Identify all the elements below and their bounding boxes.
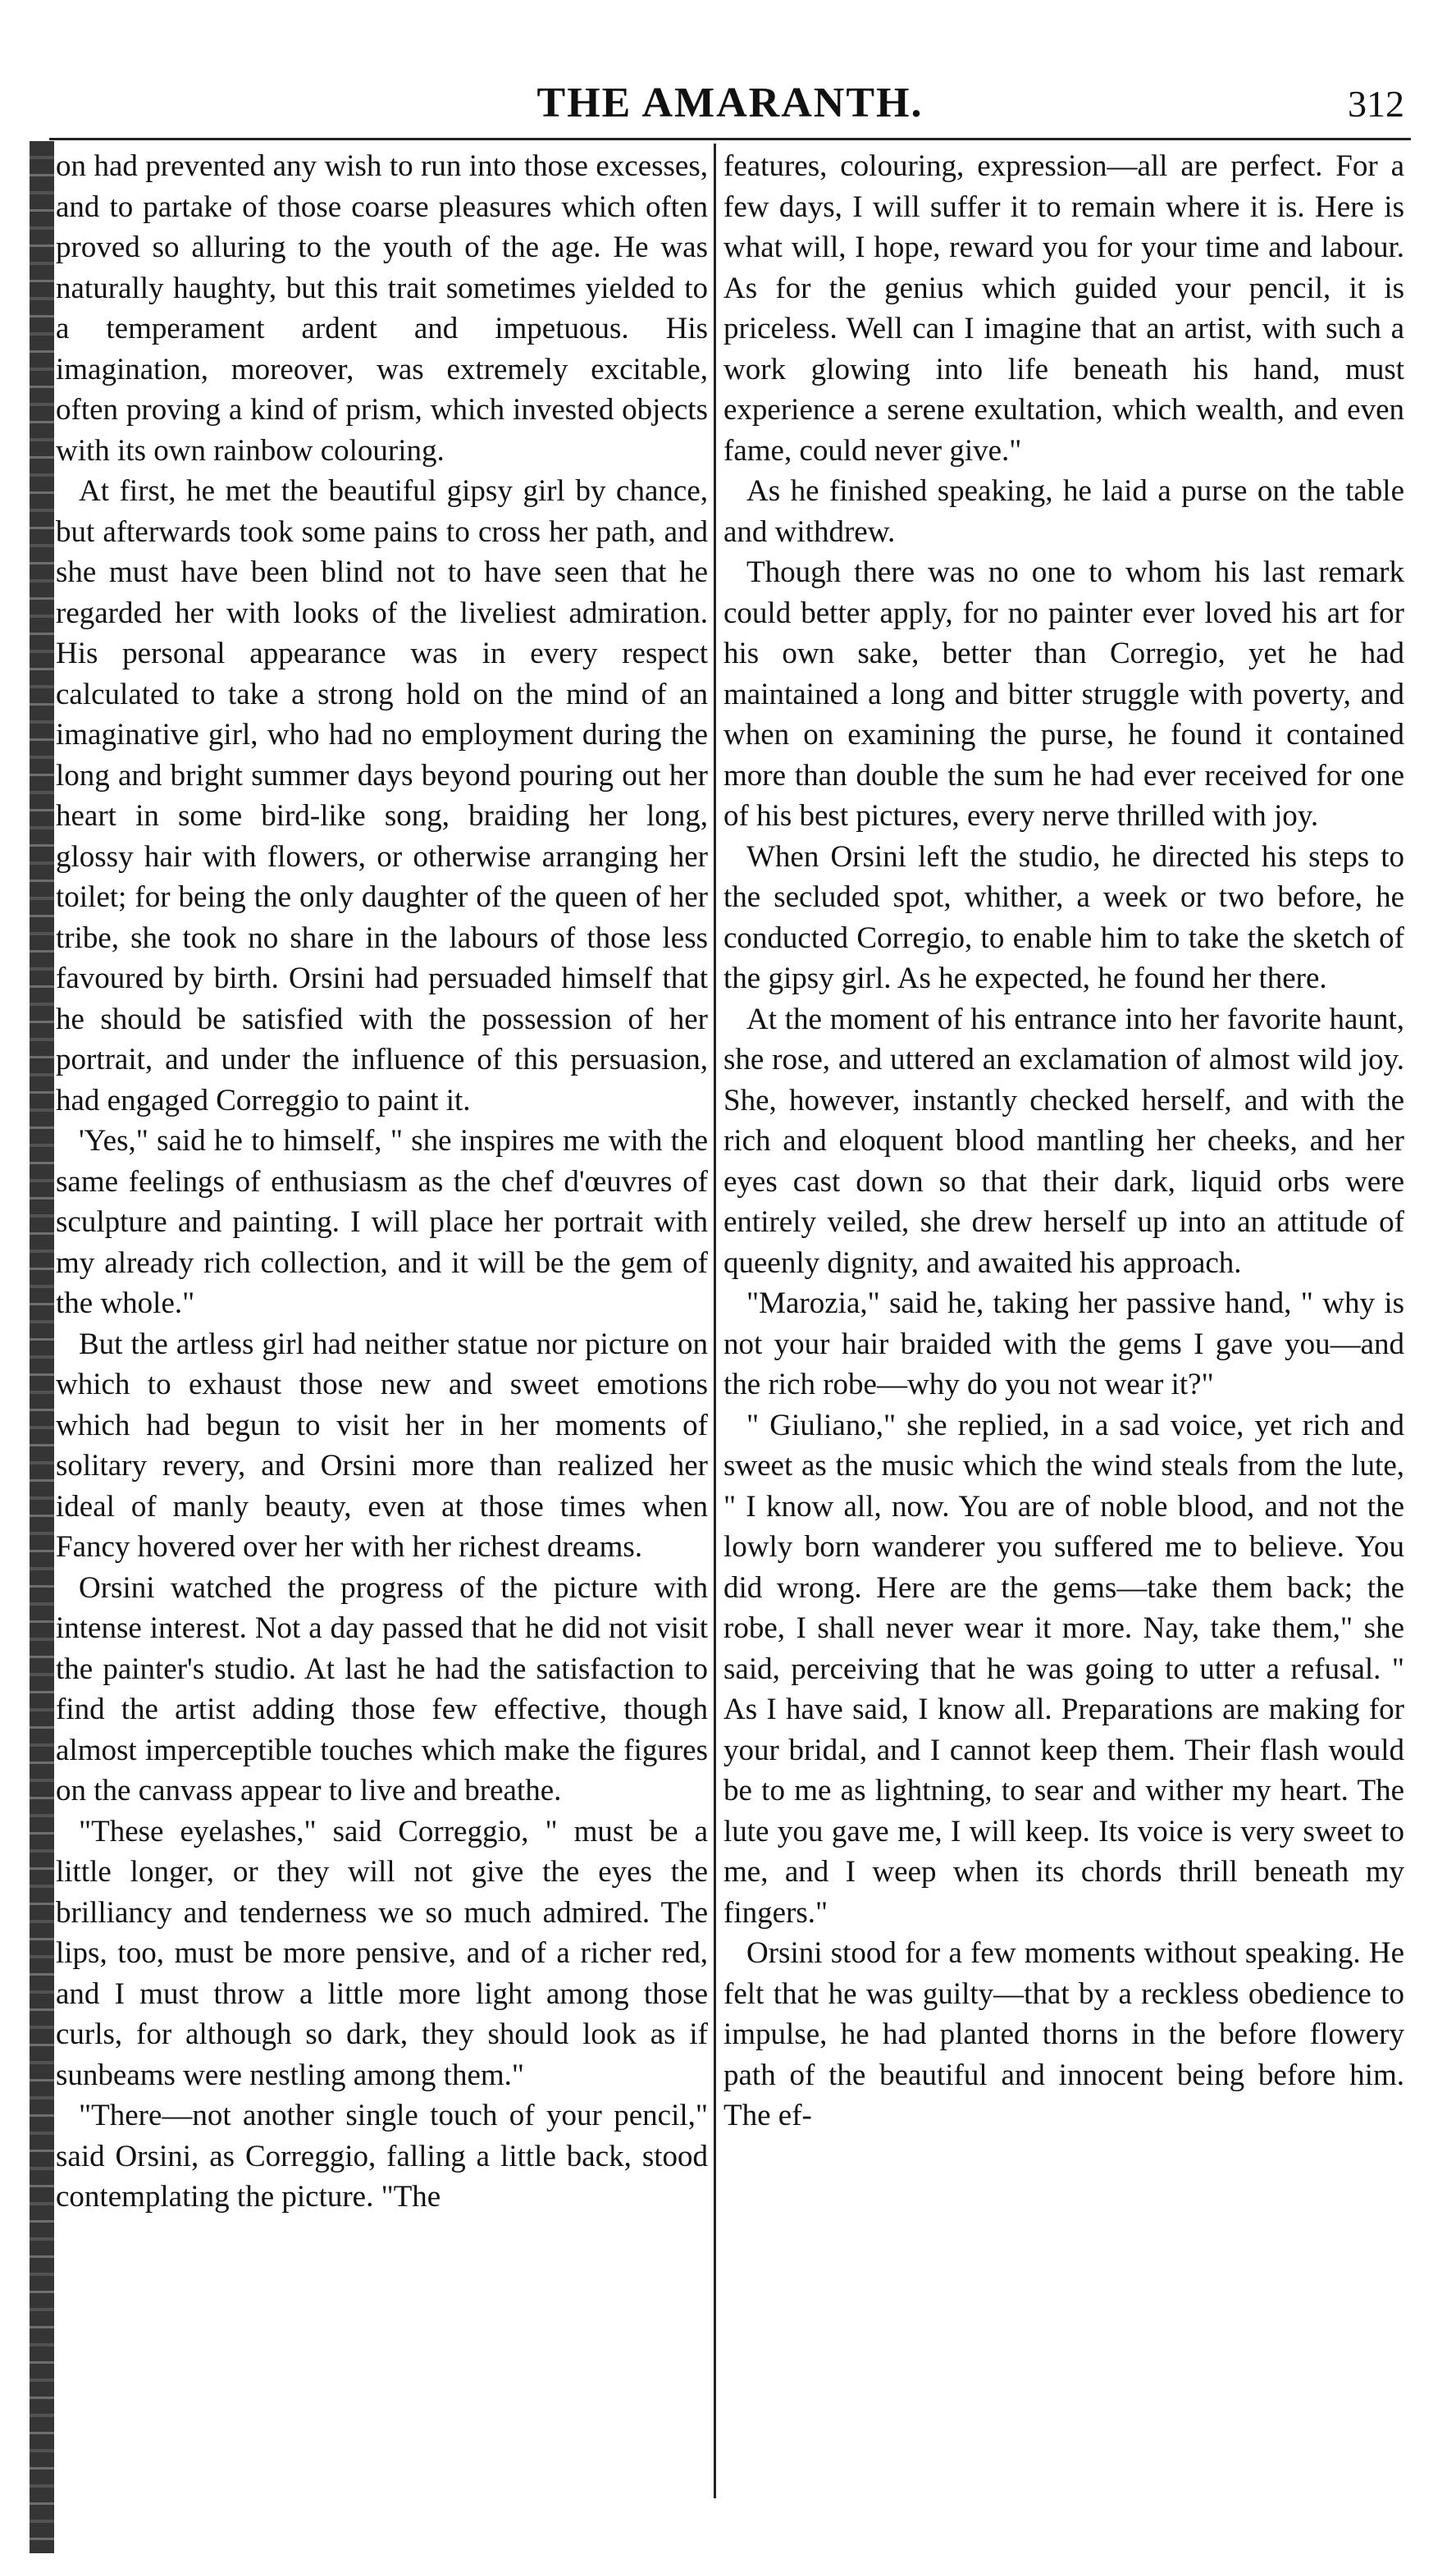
paragraph: When Orsini left the studio, he directed his steps to the secluded spot, whither, a week or two before, he conducted Corregio, to enable him to take the sketch of the gipsy girl. As he expected, he found her there. xyxy=(723,839,1404,995)
paragraph: Orsini watched the progress of the picture with intense interest. Not a day passed that he did not visit the painter's studio. At last he had the satisfaction to find the artist adding those few effective, though almost imperceptible touches which make the figures on the canvass appear to live and breathe. xyxy=(56,1570,708,1807)
header-rule xyxy=(49,138,1411,140)
paragraph: "These eyelashes," said Correggio, " must be a little longer, or they will not give the eyes the brilliancy and tenderness we so much admired. The lips, too, must be more pensive, and of a richer red, and I must throw a little more light among those curls, for although so dark, they should look as if sunbeams were nestling among them." xyxy=(56,1814,708,2092)
paragraph: features, colouring, expression—all are perfect. For a few days, I will suffer it to remain where it is. Here is what will, I hope, reward you for your time and labour. As for the genius which guided your pencil, it is priceless. Well can I imagine that an artist, with such a work glowing into life beneath his hand, must experience a serene exultation, which wealth, and even fame, could never give." xyxy=(723,149,1404,468)
page-number: 312 xyxy=(1348,83,1404,125)
paragraph: " Giuliano," she replied, in a sad voice, yet rich and sweet as the music which the wind steals from the lute, " I know all, now. You are of noble blood, and not the lowly born wanderer you suffered me to believe. You did wrong. Here are the gems—take them back; the robe, I shall never wear it more. Nay, take them," she said, perceiving that he was going to utter a refusal. " As I have said, I know all. Preparations are making for your bridal, and I cannot keep them. Their flash would be to me as lightning, to sear and wither my heart. The lute you gave me, I will keep. Its voice is very sweet to me, and I weep when its chords thrill beneath my fingers." xyxy=(723,1408,1404,1930)
paragraph: on had prevented any wish to run into those excesses, and to partake of those coarse pleasures which often proved so alluring to the youth of the age. He was naturally haughty, but this trait sometimes yielded to a temperament ardent and impetuous. His imagination, moreover, was extremely excitable, often proving a kind of prism, which invested objects with its own rainbow colouring. xyxy=(56,149,708,468)
paragraph: At the moment of his entrance into her favorite haunt, she rose, and uttered an exclamation of almost wild joy. She, however, instantly checked herself, and with the rich and eloquent blood mantling her cheeks, and her eyes cast down so that their dark, liquid orbs were entirely veiled, she drew herself up into an attitude of queenly dignity, and awaited his approach. xyxy=(723,1002,1404,1280)
paragraph: As he finished speaking, he laid a purse on the table and withdrew. xyxy=(723,474,1404,549)
paragraph: At first, he met the beautiful gipsy girl by chance, but afterwards took some pains to cross her path, and she must have been blind not to have seen that he regarded her with looks of the liveliest admiration. His personal appearance was in every respect calculated to take a strong hold on the mind of an imaginative girl, who had no employment during the long and bright summer days beyond pouring out her heart in some bird-like song, braiding her long, glossy hair with flowers, or otherwise arranging her toilet; for being the only daughter of the queen of her tribe, she took no share in the labours of those less favoured by birth. Orsini had persuaded himself that he should be satisfied with the possession of her portrait, and under the influence of this persuasion, had engaged Correggio to paint it. xyxy=(56,474,708,1117)
paragraph: "Marozia," said he, taking her passive hand, " why is not your hair braided with the gems I gave you—and the rich robe—why do you not wear it?" xyxy=(723,1286,1404,1401)
right-column xyxy=(723,146,1404,2501)
paragraph: "There—not another single touch of your pencil," said Orsini, as Correggio, falling a little back, stood contemplating the picture. "The xyxy=(56,2099,708,2214)
column-divider xyxy=(714,144,716,2498)
left-column xyxy=(56,146,708,2501)
binding-edge xyxy=(30,141,54,2553)
paragraph: 'Yes," said he to himself, " she inspires me with the same feelings of enthusiasm as the chef d'œuvres of sculpture and painting. I will place her portrait with my already rich collection, and it will be the gem of the whole." xyxy=(56,1124,708,1320)
paragraph: Though there was no one to whom his last remark could better apply, for no painter ever loved his art for his own sake, better than Corregio, yet he had maintained a long and bitter struggle with poverty, and when on examining the purse, he found it contained more than double the sum he had ever received for one of his best pictures, every nerve thrilled with joy. xyxy=(723,555,1404,833)
journal-title: THE AMARANTH. xyxy=(536,80,924,126)
paragraph: Orsini stood for a few moments without speaking. He felt that he was guilty—that by a reckless obedience to impulse, he had planted thorns in the before flowery path of the beautiful and innocent being before him. The ef- xyxy=(723,1936,1404,2132)
running-header xyxy=(49,79,1411,128)
paragraph: But the artless girl had neither statue nor picture on which to exhaust those new and sweet emotions which had begun to visit her in her moments of solitary revery, and Orsini more than realized her ideal of manly beauty, even at those times when Fancy hovered over her with her richest dreams. xyxy=(56,1327,708,1564)
